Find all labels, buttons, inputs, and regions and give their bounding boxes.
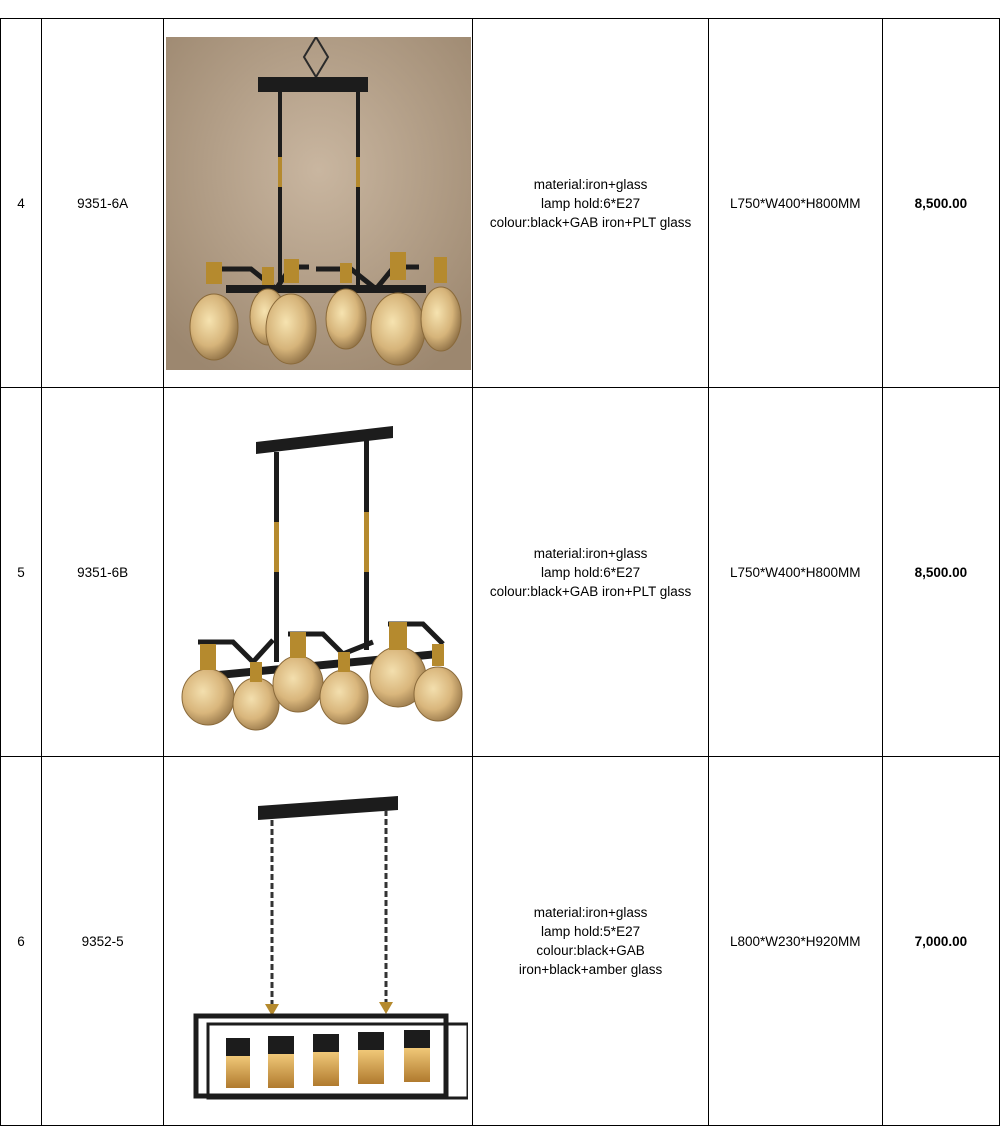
description-cell <box>473 757 708 1126</box>
row-number: 5 <box>1 388 42 757</box>
cage-pendant-lamp-photo-icon <box>168 776 468 1106</box>
description-line: lamp hold:6*E27 <box>541 195 641 211</box>
description-line: material:iron+glass <box>533 176 648 192</box>
product-table <box>0 18 1000 1126</box>
row-number: 4 <box>1 19 42 388</box>
description-line: material:iron+glass <box>533 905 648 920</box>
table-row <box>1 19 1000 388</box>
pendant-lamp-photo-icon <box>166 37 471 370</box>
description-line: colour:black+GAB <box>536 943 645 958</box>
row-number: 6 <box>1 757 42 1126</box>
description-cell <box>473 388 708 757</box>
dimensions: L800*W230*H920MM <box>708 757 882 1126</box>
table-row <box>1 757 1000 1126</box>
product-image <box>164 19 473 388</box>
product-image <box>164 388 473 757</box>
description-line: material:iron+glass <box>533 545 648 561</box>
description-line: lamp hold:5*E27 <box>541 924 641 939</box>
price: 8,500.00 <box>882 388 999 757</box>
table-row <box>1 388 1000 757</box>
product-image <box>164 757 473 1126</box>
model-code: 9351-6B <box>42 388 164 757</box>
description-line: lamp hold:6*E27 <box>541 564 641 580</box>
model-code: 9352-5 <box>42 757 164 1126</box>
description-line: colour:black+GAB iron+PLT glass <box>489 583 692 599</box>
description-line: colour:black+GAB iron+PLT glass <box>489 214 692 230</box>
pendant-lamp-photo-icon <box>168 412 468 732</box>
dimensions: L750*W400*H800MM <box>708 19 882 388</box>
model-code: 9351-6A <box>42 19 164 388</box>
price: 7,000.00 <box>882 757 999 1126</box>
description-line: iron+black+amber glass <box>518 962 663 977</box>
dimensions: L750*W400*H800MM <box>708 388 882 757</box>
description-cell <box>473 19 708 388</box>
price: 8,500.00 <box>882 19 999 388</box>
